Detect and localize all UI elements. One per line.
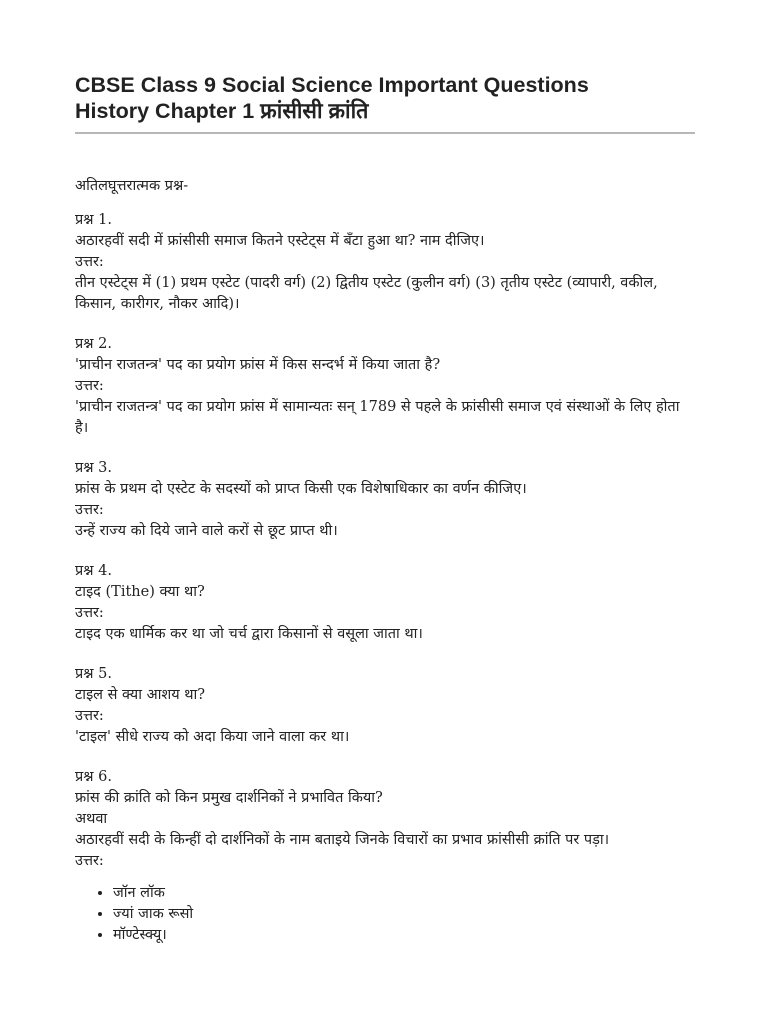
question-block-6 [75, 767, 695, 946]
answer-label: उत्तर: [75, 254, 104, 270]
question-label: प्रश्न 5. [75, 666, 112, 682]
question-label: प्रश्न 1. [75, 212, 112, 228]
question-label: प्रश्न 3. [75, 460, 112, 476]
list-item: • ज्यां जाक रूसो [113, 904, 695, 925]
question-block-4 [75, 561, 695, 645]
list-item: • मॉण्टेस्क्यू। [113, 925, 695, 946]
answer-text: 'टाइल' सीधे राज्य को अदा किया जाने वाला कर था। [75, 729, 350, 745]
title-line-1: CBSE Class 9 Social Science Important Questions [75, 73, 589, 97]
question-block-2 [75, 334, 695, 439]
question-block-1 [75, 210, 695, 315]
answer-text: टाइद एक धार्मिक कर था जो चर्च द्वारा किसानों से वसूला जाता था। [75, 626, 423, 642]
question-block-3 [75, 458, 695, 542]
question-block-5 [75, 664, 695, 748]
answer-label: उत्तर: [75, 853, 104, 869]
list-item: • जॉन लॉक [113, 883, 695, 904]
page-title [75, 72, 695, 124]
document-body [75, 176, 695, 946]
question-label: प्रश्न 6. [75, 769, 112, 785]
document-page [75, 72, 695, 965]
answer-label: उत्तर: [75, 502, 104, 518]
question-text: फ्रांस के प्रथम दो एस्टेट के सदस्यों को प्राप्त किसी एक विशेषाधिकार का वर्णन कीजिए। [75, 481, 527, 497]
question-text: 'प्राचीन राजतन्त्र' पद का प्रयोग फ्रांस में किस सन्दर्भ में किया जाता है? [75, 357, 441, 373]
question-label: प्रश्न 2. [75, 336, 112, 352]
question-label: प्रश्न 4. [75, 563, 112, 579]
question-text: टाइल से क्या आशय था? [75, 687, 206, 703]
title-line-2: History Chapter 1 फ्रांसीसी क्रांति [75, 99, 369, 123]
answer-label: उत्तर: [75, 708, 104, 724]
or-label: अथवा [75, 811, 108, 827]
question-text: टाइद (Tithe) क्या था? [75, 584, 205, 600]
answer-text: उन्हें राज्य को दिये जाने वाले करों से छूट प्राप्त थी। [75, 523, 338, 539]
answer-label: उत्तर: [75, 605, 104, 621]
answer-text: 'प्राचीन राजतन्त्र' पद का प्रयोग फ्रांस में सामान्यतः सन् 1789 से पहले के फ्रांसीसी समाज एवं संस्थाओं के लिए होता है। [75, 399, 680, 436]
answer-text: तीन एस्टेट्स में (1) प्रथम एस्टेट (पादरी वर्ग) (2) द्वितीय एस्टेट (कुलीन वर्ग) (3) तृतीय एस्टेट (व्यापारी, वकील, किसान, कारीगर, नौकर आदि)। [75, 275, 658, 312]
title-divider [75, 132, 695, 134]
section-heading: अतिलघूत्तरात्मक प्रश्न- [75, 178, 189, 194]
alt-question-text: अठारहवीं सदी के किन्हीं दो दार्शनिकों के नाम बताइये जिनके विचारों का प्रभाव फ्रांसीसी क्रांति पर पड़ा। [75, 832, 610, 848]
answer-list [75, 883, 695, 946]
answer-label: उत्तर: [75, 378, 104, 394]
question-text: फ्रांस की क्रांति को किन प्रमुख दार्शनिकों ने प्रभावित किया? [75, 790, 383, 806]
question-text: अठारहवीं सदी में फ्रांसीसी समाज कितने एस्टेट्स में बँटा हुआ था? नाम दीजिए। [75, 233, 485, 249]
